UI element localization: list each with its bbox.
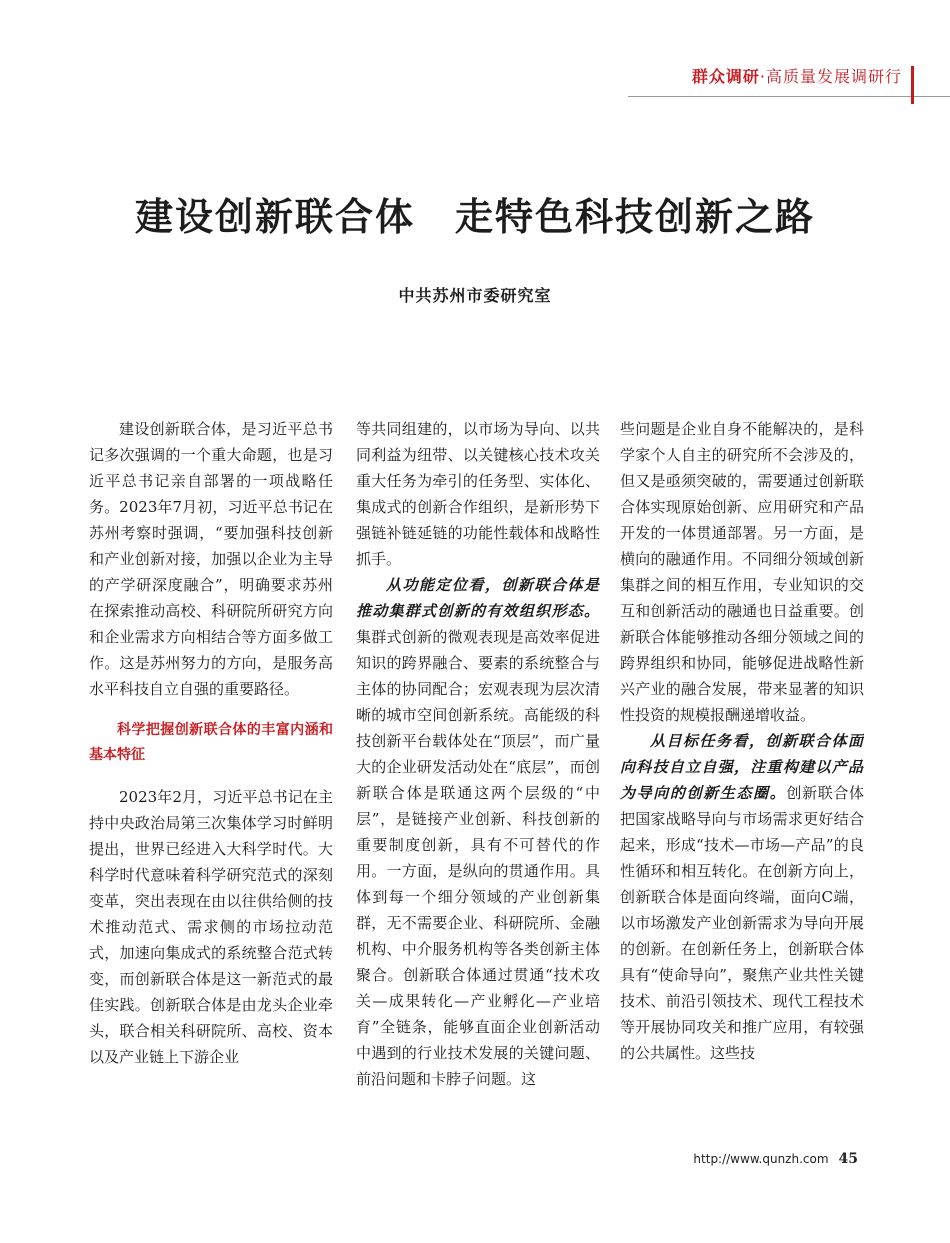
paragraph: 等共同组建的，以市场为导向、以共同利益为纽带、以关键核心技术攻关重大任务为牵引的任务型、实体化、集成式的创新合作组织，是新形势下强链补链延链的功能性载体和战略性抓手。 [356,420,600,568]
paragraph: 些问题是企业自身不能解决的，是科学家个人自主的研究所不会涉及的，但又是亟须突破的，需要通过创新联合体实现原始创新、应用研究和产品开发的一体贯通部署。另一方面，是横向的融通作用。不同细分领域创新集群之间的相互作用，专业知识的交互和创新活动的融通也日益重要。创新联合体能够推动各细分领域之间的跨界组织和协同，能够促进战略性新兴产业的融合发展，带来显著的知识性投资的规模报酬递增收益。 [620,420,864,724]
header-accent-bar [911,66,914,104]
paragraph-body: 集群式创新的微观表现是高效率促进知识的跨界融合、要素的系统整合与主体的协同配合；宏观表现为层次清晰的城市空间创新系统。高能级的科技创新平台载体处在“顶层”，而广量大的企业研发活动处在“底层”，而创新联合体是联通这两个层级的“中层”，是链接产业创新、科技创新的重要制度创新，具有不可替代的作用。一方面，是纵向的贯通作用。具体到每一个细分领域的产业创新集群，无不需要企业、科研院所、金融机构、中介服务机构等各类创新主体聚合。创新联合体通过贯通“技术攻关—成果转化—产业孵化—产业培育”全链条，能够直面企业创新活动中遇到的行业技术发展的关键问题、前沿问题和卡脖子问题。这 [356,628,600,1088]
running-header [692,64,902,87]
article-author: 中共苏州市委研究室 [398,286,552,305]
text-column-3 [620,416,864,1152]
article-title: 建设创新联合体 走特色科技创新之路 [134,195,815,239]
paragraph [620,728,864,1066]
emphasis-lead: 从功能定位看，创新联合体是推动集群式创新的有效组织形态。 [356,576,600,620]
paragraph: 2023年2月，习近平总书记在主持中央政治局第三次集体学习时鲜明提出，世界已经进入大科学时代。大科学时代意味着科学研究范式的深刻变革，突出表现在由以往供给侧的技术推动范式、需求侧的市场拉动范式，加速向集成式的系统整合范式转变，而创新联合体是这一新范式的最佳实践。创新联合体是由龙头企业牵头，联合相关科研院所、高校、资本以及产业链上下游企业 [89,788,333,1066]
emphasis-lead: 从目标任务看，创新联合体面向科技自立自强，注重构建以产品为导向的创新生态圈。 [620,732,864,802]
journal-brand: 群众调研 [691,67,760,86]
column-name: 高质量发展调研行 [765,67,902,86]
page-footer [693,1151,858,1167]
paragraph-body: 创新联合体把国家战略导向与市场需求更好结合起来，形成“技术—市场—产品”的良性循环和相互转化。在创新方向上，创新联合体是面向终端，面向C端，以市场激发产业创新需求为导向开展的创新。在创新任务上，创新联合体具有“使命导向”，聚焦产业共性关键技术、前沿引领技术、现代工程技术等开展协同攻关和推广应用，有较强的公共属性。这些技 [620,784,864,1062]
paragraph: 建设创新联合体，是习近平总书记多次强调的一个重大命题，也是习近平总书记亲自部署的一项战略任务。2023年7月初，习近平总书记在苏州考察时强调，“要加强科技创新和产业创新对接，加强以企业为主导的产学研深度融合”，明确要求苏州在探索推动高校、科研院所研究方向和企业需求方向相结合等方面多做工作。这是苏州努力的方向，是服务高水平科技自立自强的重要路径。 [89,420,333,698]
paragraph [356,572,600,1092]
text-column-1 [89,416,333,1152]
header-rule [628,96,950,97]
section-heading: 科学把握创新联合体的丰富内涵和基本特征 [89,722,333,763]
header-separator: · [759,67,766,86]
text-column-2 [356,416,600,1152]
website-url: http://www.qunzh.com [693,1152,829,1166]
page-number: 45 [838,1151,858,1167]
